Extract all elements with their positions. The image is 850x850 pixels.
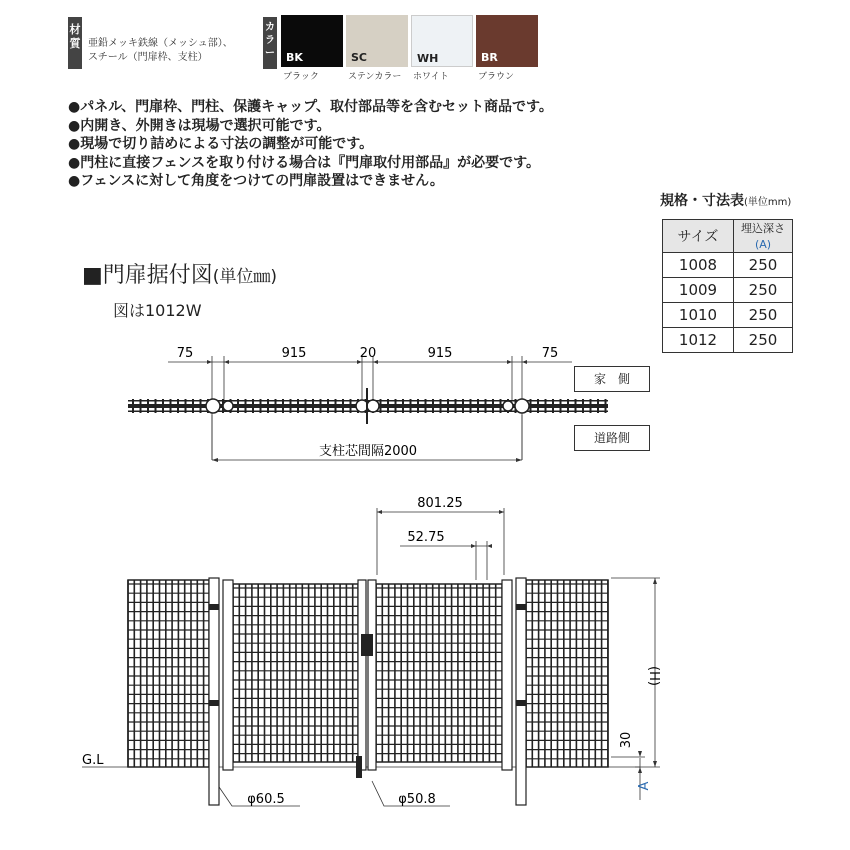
plan-wire <box>552 399 554 413</box>
spec-size: 1012 <box>663 328 734 353</box>
plan-wire <box>155 399 157 413</box>
right-post <box>516 578 526 805</box>
spec-depth: 250 <box>734 253 793 278</box>
plan-wire <box>500 399 502 413</box>
elevation-diagram <box>0 480 850 850</box>
plan-post-right <box>515 399 529 413</box>
plan-wire <box>470 399 472 413</box>
spec-unit: (単位mm) <box>744 197 792 208</box>
plan-wire <box>447 399 449 413</box>
plan-wire <box>350 399 352 413</box>
spec-title-text: 規格・寸法表 <box>660 193 744 209</box>
gate-post-dia-label: φ50.8 <box>398 792 436 807</box>
note-item: ●パネル、門扉枠、門柱、保護キャップ、取付部品等を含むセット商品です。 <box>68 99 553 115</box>
install-subtitle: 図は1012W <box>113 301 202 320</box>
plan-wire <box>170 399 172 413</box>
plan-wire <box>147 399 149 413</box>
plan-center-right <box>367 400 379 412</box>
plan-wire <box>335 399 337 413</box>
plan-wire <box>387 399 389 413</box>
plan-wire <box>200 399 202 413</box>
dim-52: 52.75 <box>407 530 445 545</box>
plan-wire <box>590 399 592 413</box>
plan-wire <box>477 399 479 413</box>
plan-wire <box>297 399 299 413</box>
color-name: ステンカラー <box>348 72 402 82</box>
plan-wire <box>605 399 607 413</box>
color-code: WH <box>417 52 439 65</box>
plan-wire <box>432 399 434 413</box>
color-code: SC <box>351 51 367 64</box>
material-line-1: 亜鉛メッキ鉄線（メッシュ部）、 <box>88 38 233 49</box>
plan-wire <box>545 399 547 413</box>
spec-size: 1009 <box>663 278 734 303</box>
plan-post-left <box>206 399 220 413</box>
plan-wire <box>492 399 494 413</box>
plan-wire <box>290 399 292 413</box>
dim-20: 20 <box>359 346 377 361</box>
height-label: (H) <box>646 666 661 686</box>
plan-wire <box>402 399 404 413</box>
plan-wire <box>237 399 239 413</box>
plan-wire <box>597 399 599 413</box>
post-spacing-label: 支柱芯間隔2000 <box>318 444 418 459</box>
color-label-text: カラー <box>265 22 275 59</box>
color-code: BR <box>481 51 498 64</box>
left-gate-frame <box>223 580 233 770</box>
note-item: ●現場で切り詰めによる寸法の調整が可能です。 <box>68 136 374 152</box>
install-unit: (単位㎜) <box>212 267 278 287</box>
spec-size: 1008 <box>663 253 734 278</box>
spec-col-depth-mark: (A) <box>754 238 772 251</box>
depth-a-label: A <box>637 781 652 791</box>
plan-wire <box>567 399 569 413</box>
plan-hinge-right <box>503 401 513 411</box>
plan-wire <box>327 399 329 413</box>
dim-75-left: 75 <box>176 346 194 361</box>
spec-depth: 250 <box>734 328 793 353</box>
color-code: BK <box>286 51 303 64</box>
plan-wire <box>342 399 344 413</box>
dim-801: 801.25 <box>417 496 463 511</box>
dim-915-right: 915 <box>427 346 453 361</box>
spec-depth: 250 <box>734 303 793 328</box>
plan-wire <box>440 399 442 413</box>
plan-wire <box>530 399 532 413</box>
plan-hinge-left <box>223 401 233 411</box>
note-item: ●フェンスに対して角度をつけての門扉設置はできません。 <box>68 173 444 189</box>
left-post <box>209 578 219 805</box>
gl-label: G.L <box>82 753 104 768</box>
color-name: ブラック <box>283 72 319 82</box>
plan-wire <box>132 399 134 413</box>
dim-30-label: 30 <box>619 731 634 749</box>
plan-wire <box>245 399 247 413</box>
plan-wire <box>560 399 562 413</box>
plan-wire <box>425 399 427 413</box>
material-label-text: 材質 <box>69 23 81 50</box>
note-item: ●門柱に直接フェンスを取り付ける場合は『門扉取付用部品』が必要です。 <box>68 154 540 171</box>
right-gate-frame <box>502 580 512 770</box>
dim-915-left: 915 <box>281 346 307 361</box>
spec-col-size: サイズ <box>663 220 734 253</box>
plan-wire <box>140 399 142 413</box>
plan-wire <box>455 399 457 413</box>
color-name: ブラウン <box>478 72 515 82</box>
install-title-text: ■門扉据付図 <box>82 263 213 288</box>
plan-wire <box>312 399 314 413</box>
plan-wire <box>395 399 397 413</box>
plan-wire <box>260 399 262 413</box>
road-side-box: 道路側 <box>574 425 650 451</box>
plan-wire <box>185 399 187 413</box>
plan-wire <box>282 399 284 413</box>
post-dia-label: φ60.5 <box>247 792 285 807</box>
material-line-2: スチール（門扉枠、支柱） <box>88 52 208 63</box>
spec-col-depth-text: 埋込深さ <box>741 222 785 235</box>
plan-wire <box>320 399 322 413</box>
center-right-stile <box>368 580 376 770</box>
plan-wire <box>485 399 487 413</box>
plan-wire <box>575 399 577 413</box>
plan-wire <box>252 399 254 413</box>
plan-wire <box>305 399 307 413</box>
center-left-stile <box>358 580 366 770</box>
plan-wire <box>410 399 412 413</box>
plan-wire <box>267 399 269 413</box>
plan-wire <box>582 399 584 413</box>
plan-wire <box>537 399 539 413</box>
plan-wire <box>177 399 179 413</box>
spec-size: 1010 <box>663 303 734 328</box>
plan-wire <box>275 399 277 413</box>
color-name: ホワイト <box>413 72 449 82</box>
spec-depth: 250 <box>734 278 793 303</box>
dim-75-right: 75 <box>541 346 559 361</box>
house-side-box: 家 側 <box>574 366 650 392</box>
note-item: ●内開き、外開きは現場で選択可能です。 <box>68 117 331 134</box>
plan-wire <box>417 399 419 413</box>
plan-wire <box>162 399 164 413</box>
plan-wire <box>462 399 464 413</box>
plan-wire <box>380 399 382 413</box>
plan-wire <box>192 399 194 413</box>
